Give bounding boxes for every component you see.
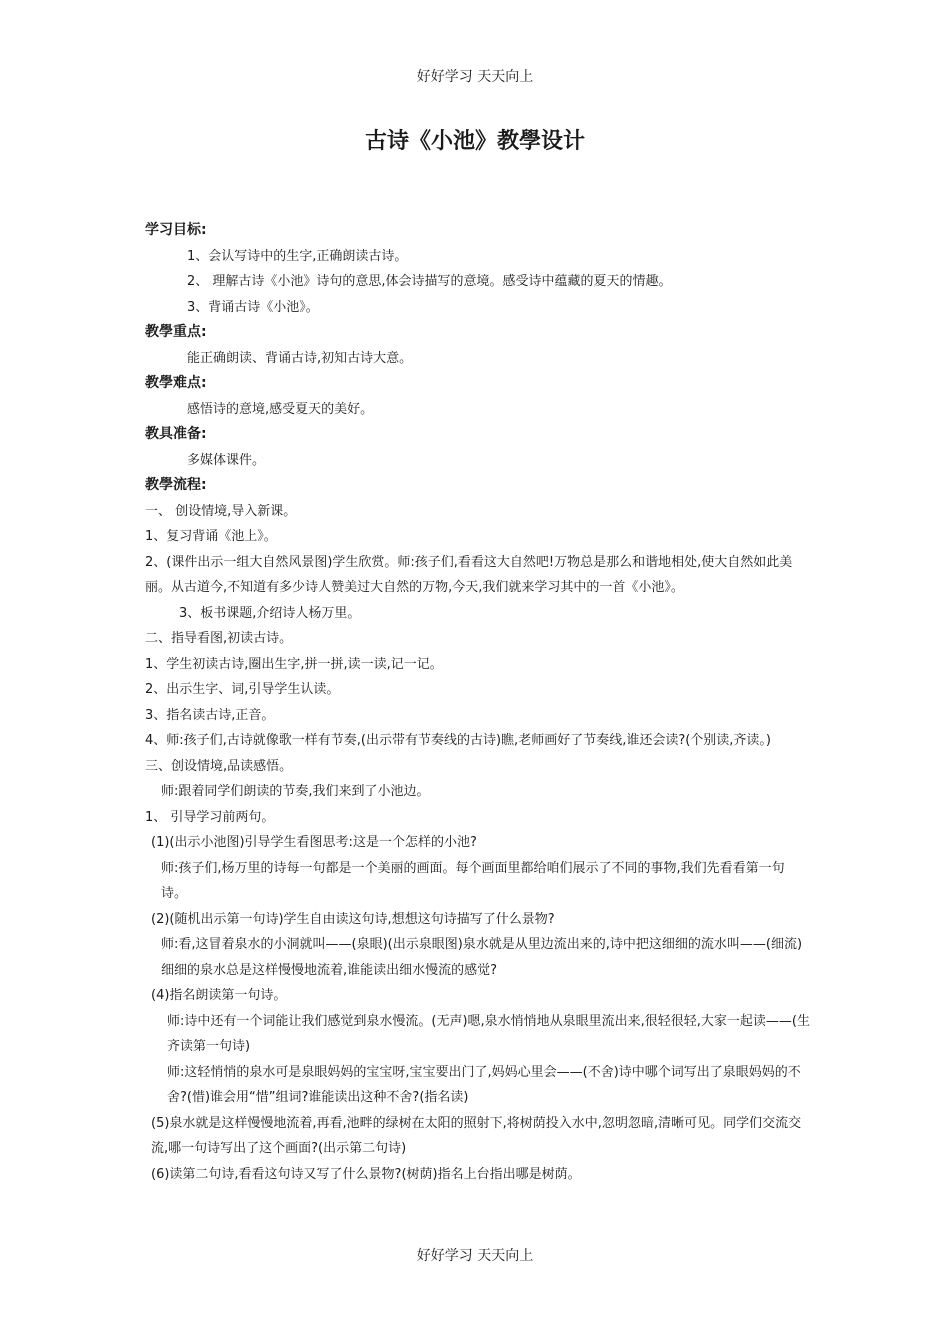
process-step: 3、指名读古诗,正音。 [145,707,275,723]
tools-heading: 教具准备: [145,426,207,442]
difficulty-text: 感悟诗的意境,感受夏天的美好。 [187,401,374,417]
teacher-line: 师:孩子们,杨万里的诗每一句都是一个美丽的画面。每个画面里都给咱们展示了不同的事物,我们先看看第一句诗。 [161,860,785,901]
key-text: 能正确朗读、背诵古诗,初知古诗大意。 [187,350,413,366]
process-step: 4、师:孩子们,古诗就像歌一样有节奏,(出示带有节奏线的古诗)瞧,老师画好了节奏线,谁还会读?(个别读,齐读。) [145,733,772,748]
process-heading: 教學流程: [145,477,207,493]
goal-item: 3、背诵古诗《小池》。 [187,299,319,315]
process-substep: (1)(出示小池图)引导学生看图思考:这是一个怎样的小池? [151,835,477,850]
teacher-line: 师:诗中还有一个词能让我们感觉到泉水慢流。(无声)嗯,泉水悄悄地从泉眼里流出来,很轻很轻,大家一起读——(生齐读第一句诗) [167,1013,810,1054]
teacher-line: 师:这轻悄悄的泉水可是泉眼妈妈的宝宝呀,宝宝要出门了,妈妈心里会——(不舍)诗中哪个词写出了泉眼妈妈的不舍?(惜)谁会用“惜”组词?谁能读出这种不舍?(指名读) [167,1064,801,1105]
process-substep: (4)指名朗读第一句诗。 [151,988,287,1003]
process-step: 1、 引导学习前两句。 [145,809,275,825]
process-section-3: 三、创设情境,品读感悟。 [145,758,293,774]
teacher-line: 师:跟着同学们朗读的节奏,我们来到了小池边。 [161,784,430,799]
process-section-1: 一、 创设情境,导入新课。 [145,503,297,519]
key-heading: 教學重点: [145,324,207,340]
tools-text: 多媒体课件。 [187,452,266,468]
process-step: 2、出示生字、词,引导学生认读。 [145,682,340,697]
page-footer: 好好学习 天天向上 [416,1248,534,1264]
process-substep: (2)(随机出示第一句诗)学生自由读这句诗,想想这句诗描写了什么景物? [151,911,555,927]
document-body [145,218,810,1187]
goal-item: 1、会认写诗中的生字,正确朗读古诗。 [187,248,408,264]
process-step: 2、(课件出示一组大自然风景图)学生欣赏。师:孩子们,看看这大自然吧!万物总是那么和谐地相处,使大自然如此美丽。从古道今,不知道有多少诗人赞美过大自然的万物,今天,我们就来学习其中的一首《小池》。 [145,554,793,595]
process-step: 3、板书课题,介绍诗人杨万里。 [179,605,361,621]
page-header: 好好学习 天天向上 [416,69,534,85]
process-step: 1、复习背诵《池上》。 [145,529,277,544]
process-substep: (6)读第二句诗,看看这句诗又写了什么景物?(树荫)指名上台指出哪是树荫。 [151,1166,581,1182]
process-step: 1、学生初读古诗,圈出生字,拼一拼,读一读,记一记。 [145,656,443,672]
goals-heading: 学习目标: [145,222,207,238]
document-title: 古诗《小池》教學设计 [364,129,585,154]
process-substep: (5)泉水就是这样慢慢地流着,再看,池畔的绿树在太阳的照射下,将树荫投入水中,忽明忽暗,清晰可见。同学们交流交流,哪一句诗写出了这个画面?(出示第二句诗) [151,1115,802,1156]
teacher-line: 师:看,这冒着泉水的小洞就叫——(泉眼)(出示泉眼图)泉水就是从里边流出来的,诗中把这细细的流水叫——(细流)细细的泉水总是这样慢慢地流着,谁能读出细水慢流的感觉? [161,937,803,978]
goal-item: 2、 理解古诗《小池》诗句的意思,体会诗描写的意境。感受诗中蕴藏的夏天的情趣。 [187,274,672,289]
process-section-2: 二、指导看图,初读古诗。 [145,631,293,646]
difficulty-heading: 教學难点: [145,375,207,391]
